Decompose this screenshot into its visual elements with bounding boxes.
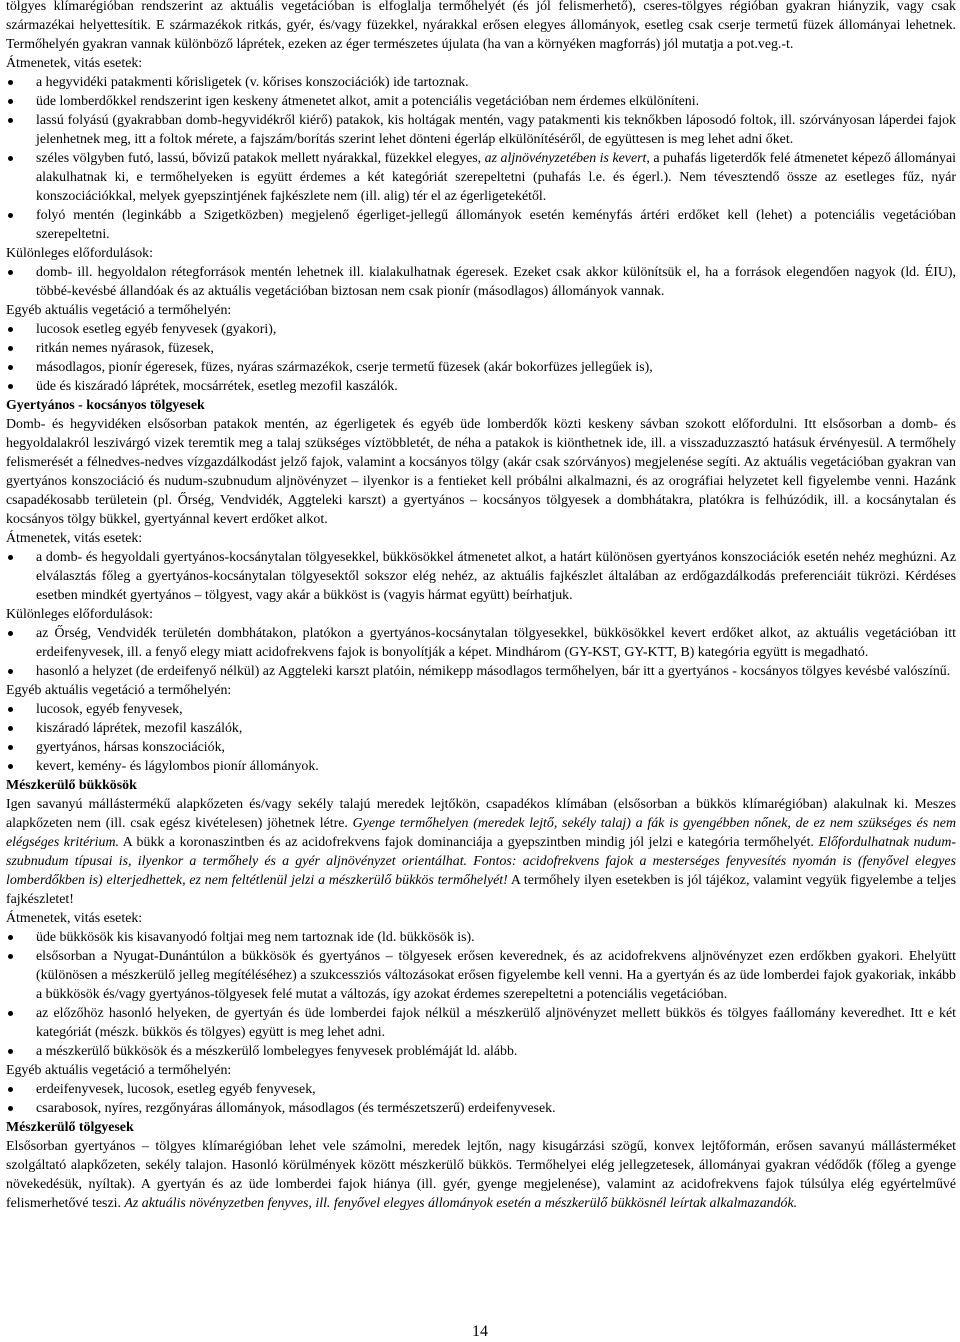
list-item: erdeifenyvesek, lucosok, esetleg egyéb fenyvesek,: [6, 1080, 956, 1099]
special-occurrences-label: Különleges előfordulások:: [6, 246, 153, 261]
text-run: , a puhafás ligeterdők felé átmenetet képező állományai alakulhatnak ki, e termőhelyeken is együtt érdemes a két kategóriát szerepeltetni (puhafás l.e. és égerl.). Nem tévesztendő össze az esetleges fűz, nyár konszociációkkal, melyek gyepszintjének fajkészlete nem (ill. alig) tér el az égerligetekétől.: [36, 151, 957, 204]
list-item: a mészkerülő bükkösök és a mészkerülő lombelegyes fenyvesek problémáját ld. alább.: [6, 1042, 956, 1061]
section-heading: Gyertyános - kocsányos tölgyesek: [6, 398, 205, 413]
list-item: lucosok esetleg egyéb fenyvesek (gyakori),: [6, 320, 956, 339]
italic-run: az aljnövényzetében is kevert: [484, 151, 647, 166]
italic-run: Az aktuális növényzetben fenyves, ill. fenyővel elegyes állományok esetén a mészkerülő bükkösnél leírtak alkalmazandók.: [124, 1196, 798, 1211]
section-heading: Mészkerülő tölgyesek: [6, 1120, 134, 1135]
section-paragraph: Domb- és hegyvidéken elsősorban patakok mentén, az égerligetek és egyéb üde lomberdők közti keskeny sávban szokott előfordulni. Itt elsősorban a domb- és hegyoldalakról leszivárgó vizek teremtik meg a talaj szükséges víztöbbletét, de néha a patakok is kiönthetnek ide, ill. a visszaduzzasztó hatásuk érvényesül. A termőhely felismerését a félnedves-nedves vízgazdálkodást jelző fajok, valamint a kocsányos tölgy (akár csak szórványos) megjelenése segíti. Az aktuális vegetációban gyakran van gyertyános konszociáció és nudum-szubnudum aljnövényzet – ilyenkor is a fentieket kell próbálni alkalmazni, és az orográfiai helyzetet kell figyelembe venni. Hazánk csapadékosabb területein (pl. Őrség, Vendvidék, Aggteleki karszt) a gyertyános – kocsányos tölgyesek a dombhátakra, platókra is felhúzódik, ill. a kocsánytalan és kocsányos tölgy bükkel, gyertyánnal kevert erdőket alkot.: [6, 417, 956, 527]
transitions-label: Átmenetek, vitás esetek:: [6, 911, 143, 926]
list-item: ritkán nemes nyárasok, füzesek,: [6, 339, 956, 358]
list-item: lassú folyású (gyakrabban domb-hegyvidékről kiérő) patakok, kis holtágak mentén, vagy patakmenti kis teknőkben láposodó foltok, ill. szórványosan láperdei fajok jelenhetnek meg, itt a foltok mérete, a fajszám/borítás szerint lehet dönteni égerláp elkülönítéséről, de együttesen is meg lehet adni őket.: [6, 111, 956, 149]
list-item: lucosok, egyéb fenyvesek,: [6, 700, 956, 719]
list-item: folyó mentén (leginkább a Szigetközben) megjelenő égerliget-jellegű állományok esetén keményfás ártéri erdőket kell (lehet) a potenciális vegetációban szerepeltetni.: [6, 206, 956, 244]
list-item: [6, 149, 956, 206]
list-item: üde lomberdőkkel rendszerint igen keskeny átmenetet alkot, amit a potenciális vegetációban nem érdemes elkülöníteni.: [6, 92, 956, 111]
transitions-list: [6, 73, 956, 244]
italic-run: Előfordulhatnak nudum-szubnudum típusai is, ilyenkor a termőhely és a gyér aljnövényzet orientálhat. Fontos: acidofrekvens fajok a mesterséges fenyvesítés nyomán is (fenyővel elegyes lomberdőkben is) elterjedhettek, ez nem feltétlenül jelzi a mészkerülő bükkös termőhelyét!: [6, 835, 957, 888]
list-item: elsősorban a Nyugat-Dunántúlon a bükkösök és gyertyános – tölgyesek erősen keverednek, és az acidofrekvens aljnövényzet ezen erdőkben gyakori. Ehelyütt (különösen a mészkerülő jelleg megítéléséhez) a szukcessziós változásokat erősen figyelembe kell venni. Ha a gyertyán és az üde lomberdei fajok gyakoriak, inkább a bükkösök és/vagy gyertyános-tölgyesek felé mutat a változás, így azokat érdemes szerepeltetni a potenciális vegetációban.: [6, 947, 956, 1004]
transitions-label: Átmenetek, vitás esetek:: [6, 56, 143, 71]
document-page: [6, 0, 956, 1213]
intro-paragraph: tölgyes klímarégióban rendszerint az aktuális vegetációban is elfoglalja termőhelyét (és jól felismerhető), cseres-tölgyes régióban gyakran hiányzik, vagy csak származékai helyettesítik. E származékok ritkás, gyér, és/vagy füzekkel, nyárakkal erősen elegyes állományok, esetleg csak cserje termetű füzek állományai lehetnek. Termőhelyén gyakran vannak különböző láprétek, ezeken az éger természetes újulata (ha van a környéken magforrás) jól mutatja a pot.veg.-t.: [6, 0, 956, 52]
list-item: a hegyvidéki patakmenti kőrisligetek (v. kőrises konszociációk) ide tartoznak.: [6, 73, 956, 92]
other-vegetation-list: [6, 320, 956, 396]
list-item: üde és kiszáradó láprétek, mocsárrétek, esetleg mezofil kaszálók.: [6, 377, 956, 396]
special-occurrences-list: [6, 624, 956, 681]
list-item: kiszáradó láprétek, mezofil kaszálók,: [6, 719, 956, 738]
section-heading: Mészkerülő bükkösök: [6, 778, 137, 793]
other-vegetation-label: Egyéb aktuális vegetáció a termőhelyén:: [6, 1063, 232, 1078]
text-run: A termőhely ilyen esetekben is jól tájékoz, valamint vegyük figyelembe a teljes fajkészletet!: [6, 873, 957, 907]
special-occurrences-label: Különleges előfordulások:: [6, 607, 153, 622]
page-number: 14: [472, 1323, 488, 1340]
list-item: másodlagos, pionír égeresek, füzes, nyáras származékok, cserje termetű füzesek (akár bokorfüzes jellegűek is),: [6, 358, 956, 377]
transitions-list: [6, 548, 956, 605]
list-item: az Őrség, Vendvidék területén dombhátakon, platókon a gyertyános-kocsánytalan tölgyesekkel, bükkösökkel kevert erdőket alkot, az aktuális vegetációban itt erdeifenyvesek, ill. a fenyő elegy miatt acidofrekvens fajok is bonyolítják a képet. Mindhárom (GY-KST, GY-KTT, B) kategória együtt is megadható.: [6, 624, 956, 662]
list-item: kevert, kemény- és lágylombos pionír állományok.: [6, 757, 956, 776]
other-vegetation-label: Egyéb aktuális vegetáció a termőhelyén:: [6, 303, 232, 318]
list-item: domb- ill. hegyoldalon rétegforrások mentén lehetnek ill. kialakulhatnak égeresek. Ezeket csak akkor különítsük el, ha a források elegendően nagyok (ld. ÉIU), többé-kevésbé állandóak és az aktuális vegetációban biztosan nem csak pionír (másodlagos) állományok vannak.: [6, 263, 956, 301]
list-item: csarabosok, nyíres, rezgőnyáras állományok, másodlagos (és természetszerű) erdeifenyvesek.: [6, 1099, 956, 1118]
list-item: a domb- és hegyoldali gyertyános-kocsánytalan tölgyesekkel, bükkösökkel átmenetet alkot, a határt különösen gyertyános konszociációk esetén nehéz meghúzni. Az elválasztás főleg a gyertyános-kocsánytalan tölgyesektől sokszor elég nehéz, az aktuális fajkészlet általában az erdőgazdálkodás preferenciáit tükrözi. Kérdéses esetben mindkét gyertyános – tölgyest, vagy akár a bükköst is (vagyis hármat együtt) beírhatjuk.: [6, 548, 956, 605]
other-vegetation-label: Egyéb aktuális vegetáció a termőhelyén:: [6, 683, 232, 698]
other-vegetation-list: [6, 700, 956, 776]
transitions-label: Átmenetek, vitás esetek:: [6, 531, 143, 546]
text-run: A bükk a koronaszintben és az acidofrekvens fajok dominanciája a gyepszintben mindig jól jelzi e kategória termőhelyét.: [118, 835, 819, 850]
section-paragraph: [6, 795, 956, 909]
list-item: üde bükkösök kis kisavanyodó foltjai meg nem tartoznak ide (ld. bükkösök is).: [6, 928, 956, 947]
italic-run: Gyenge termőhelyen (meredek lejtő, sekély talaj) a fák is gyengébben nőnek, de ez nem szükséges és nem elégséges kritérium.: [6, 816, 957, 850]
transitions-list: [6, 928, 956, 1061]
list-item: hasonló a helyzet (de erdeifenyő nélkül) az Aggteleki karszt platóin, némikepp másodlagos termőhelyen, bár itt a gyertyános - kocsányos tölgyes kevésbé valószínű.: [6, 662, 956, 681]
list-item: gyertyános, hársas konszociációk,: [6, 738, 956, 757]
text-run: széles völgyben futó, lassú, bővizű patakok mellett nyárakkal, füzekkel elegyes,: [36, 151, 485, 166]
list-item: az előzőhöz hasonló helyeken, de gyertyán és üde lomberdei fajok nélkül a mészkerülő aljnövényzet mellett bükkös és tölgyes faállomány keveredhet. Itt e két kategóriát (mészk. bükkös és tölgyes) együtt is meg lehet adni.: [6, 1004, 956, 1042]
other-vegetation-list: [6, 1080, 956, 1118]
special-occurrences-list: [6, 263, 956, 301]
section-paragraph: [6, 1137, 956, 1213]
text-run: Elsősorban gyertyános – tölgyes klímarégióban lehet vele számolni, meredek lejtőn, nagy kisugárzási szögű, konvex lejtőformán, erősen savanyú mállásterméket szolgáltató alapkőzeten, sekély talajon. Hasonló körülmények között mészkerülő bükkös. Termőhelyei elég jellegzetesek, állományai gyakran védődők (főleg a gyenge növekedésük, nyíltak). A gyertyán és az üde lomberdei fajok hiánya (ill. gyér, gyenge megjelenése), valamint az acidofrekvens fajok túlsúlya elég egyértelművé felismerhetővé teszi.: [6, 1139, 956, 1211]
text-run: Igen savanyú mállástermékű alapkőzeten és/vagy sekély talajú meredek lejtőkön, csapadékos klímában (elsősorban a bükkös klímarégióban) alakulnak ki. Meszes alapkőzeten nem (ill. csak egész kivételesen) jöhetnek létre.: [6, 797, 956, 831]
